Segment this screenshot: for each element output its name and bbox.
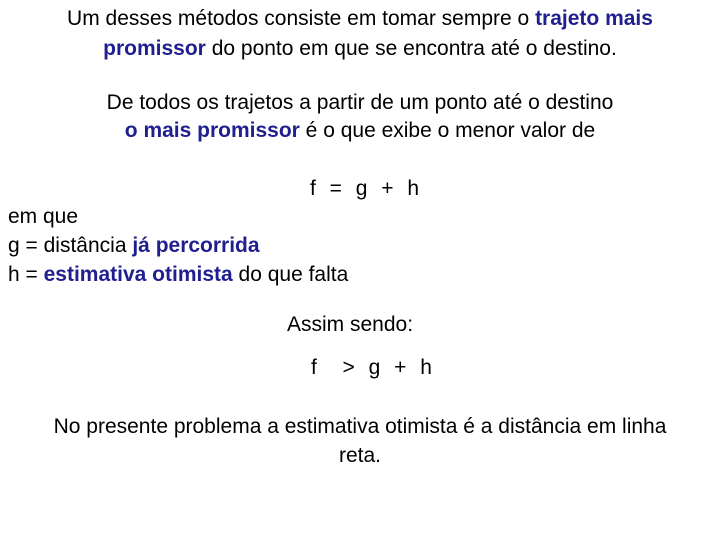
intro-text-2: do ponto em que se encontra até o destino. — [205, 37, 617, 60]
highlight-trajeto: trajeto mais — [535, 7, 653, 30]
intro-line-2 — [0, 36, 720, 61]
highlight-ja-percorrida: já percorrida — [132, 234, 260, 257]
formula-f-equals: f = g + h — [310, 177, 422, 200]
conclusion-line-1: No presente problema a estimativa otimista é a distância em linha — [53, 415, 667, 438]
h-definition-prefix: h = — [8, 263, 44, 286]
h-definition-suffix: do que falta — [232, 263, 349, 286]
g-definition-text: g = distância — [8, 234, 133, 257]
intro-line-1 — [0, 6, 720, 31]
highlight-estimativa-otimista: estimativa otimista — [43, 263, 233, 286]
conclusion-line-2: reta. — [338, 444, 382, 467]
paragraph-2-line-1: De todos os trajetos a partir de um ponto até o destino — [106, 91, 614, 114]
em-que-label: em que — [8, 205, 79, 228]
h-definition — [8, 262, 348, 287]
paragraph-2-text: é o que exibe o menor valor de — [299, 119, 596, 142]
g-definition — [8, 233, 260, 258]
assim-sendo: Assim sendo: — [287, 313, 414, 336]
highlight-promissor: promissor — [103, 37, 206, 60]
formula-f-greater: f > g + h — [311, 356, 434, 379]
intro-text: Um desses métodos consiste em tomar sempre o — [67, 7, 536, 30]
highlight-mais-promissor: o mais promissor — [124, 119, 300, 142]
paragraph-2-line-2 — [0, 118, 720, 143]
